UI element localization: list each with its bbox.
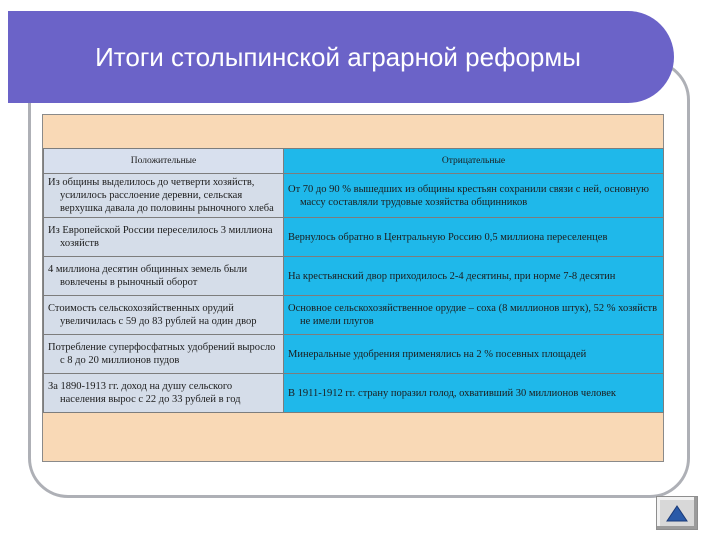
return-button[interactable] <box>656 496 698 530</box>
return-arrow-icon <box>665 503 689 523</box>
positive-cell <box>44 335 284 374</box>
negative-text: В 1911-1912 гг. страну поразил голод, охвативший 30 миллионов человек <box>288 387 617 399</box>
positive-text: За 1890-1913 гг. доход на душу сельского населения вырос с 22 до 33 рублей в год <box>48 381 241 405</box>
title-underline <box>72 104 644 106</box>
positive-text: Из общины выделилось до четверти хозяйств, усилилось расслоение деревни, сельская верхушка давала до половины рыночного хлеба <box>48 177 274 214</box>
negative-cell <box>284 174 664 218</box>
header-negative: Отрицательные <box>284 149 664 174</box>
positive-cell <box>44 296 284 335</box>
table-row <box>44 374 664 413</box>
negative-text: От 70 до 90 % вышедших из общины крестьян сохранили связи с ней, основную массу составляли трудовые хозяйства общинников <box>288 183 649 208</box>
table-row <box>44 296 664 335</box>
positive-cell <box>44 218 284 257</box>
negative-cell <box>284 374 664 413</box>
table-row <box>44 174 664 218</box>
positive-cell <box>44 257 284 296</box>
positive-text: 4 миллиона десятин общинных земель были вовлечены в рыночный оборот <box>48 264 248 288</box>
positive-text: Потребление суперфосфатных удобрений выросло с 8 до 20 миллионов пудов <box>48 342 276 366</box>
negative-cell <box>284 296 664 335</box>
title-bar <box>8 11 674 103</box>
results-table <box>43 148 664 413</box>
negative-cell <box>284 218 664 257</box>
negative-text: На крестьянский двор приходилось 2-4 десятины, при норме 7-8 десятин <box>288 270 616 282</box>
negative-text: Минеральные удобрения применялись на 2 % посевных площадей <box>288 348 587 360</box>
table-row <box>44 335 664 374</box>
positive-text: Стоимость сельскохозяйственных орудий увеличилась с 59 до 83 рублей на один двор <box>48 303 257 327</box>
negative-text: Вернулось обратно в Центральную Россию 0,5 миллиона переселенцев <box>288 231 608 243</box>
table-row <box>44 218 664 257</box>
table-header-row <box>44 149 664 174</box>
negative-cell <box>284 257 664 296</box>
results-table-container <box>42 114 664 462</box>
slide-title: Итоги столыпинской аграрной реформы <box>95 41 581 72</box>
header-positive: Положительные <box>44 149 284 174</box>
negative-text: Основное сельскохозяйственное орудие – соха (8 миллионов штук), 52 % хозяйств не имели плугов <box>288 303 658 327</box>
positive-cell <box>44 374 284 413</box>
table-row <box>44 257 664 296</box>
positive-cell <box>44 174 284 218</box>
negative-cell <box>284 335 664 374</box>
positive-text: Из Европейской России переселилось 3 миллиона хозяйств <box>48 225 273 249</box>
